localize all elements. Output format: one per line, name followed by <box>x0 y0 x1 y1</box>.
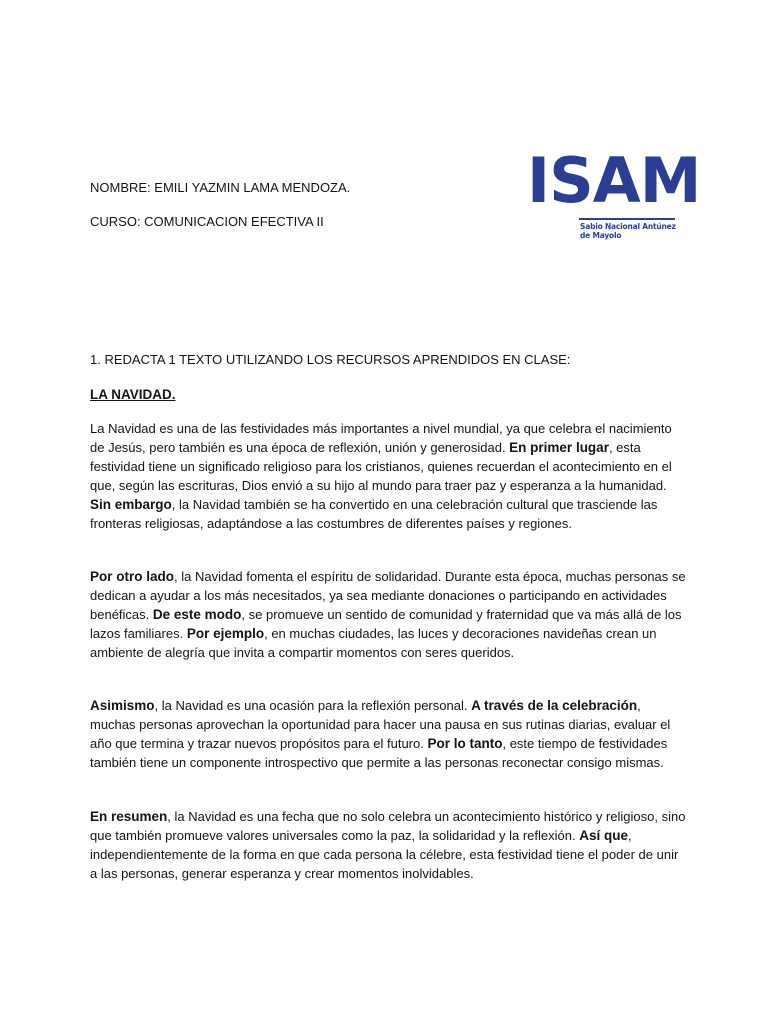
paragraph-text: , muchas personas aprovechan la oportunidad para hacer una pausa en sus rutinas diarias, evaluar el año que termina y trazar nuevos propósitos para el futuro. <box>90 698 671 751</box>
paragraph <box>90 696 686 772</box>
paragraph-text: , la Navidad también se ha convertido en una celebración cultural que trasciende las fronteras religiosas, adaptándose a las costumbres de diferentes países y regiones. <box>90 497 658 531</box>
connector-phrase: De este modo <box>152 607 242 622</box>
essay-title: LA NAVIDAD. <box>90 387 176 402</box>
paragraph-text: La Navidad es una de las festividades más importantes a nivel mundial, ya que celebra el nacimiento de Jesús, pero también es una época de reflexión, unión y generosidad. <box>90 421 672 455</box>
paragraph-text: , la Navidad es una fecha que no solo celebra un acontecimiento histórico y religioso, sino que también promueve valores universales como la paz, la solidaridad y la reflexión. <box>90 809 686 843</box>
paragraph <box>90 419 686 533</box>
paragraph-text: , la Navidad fomenta el espíritu de solidaridad. Durante esta época, muchas personas se dedican a ayudar a los más necesitados, ya sea mediante donaciones o participando en actividades benéficas. <box>90 569 686 622</box>
logo-wordmark: ISAM <box>527 144 701 217</box>
paragraph <box>90 807 686 883</box>
paragraph <box>90 567 686 662</box>
logo-subtitle-line2: de Mayolo <box>580 231 622 240</box>
connector-phrase: A través de la celebración <box>471 698 638 713</box>
connector-phrase: Sin embargo <box>90 497 172 512</box>
connector-phrase: Por otro lado <box>90 569 174 584</box>
connector-phrase: Asimismo <box>90 698 155 713</box>
isam-logo <box>527 144 701 250</box>
student-name: NOMBRE: EMILI YAZMIN LAMA MENDOZA. <box>90 180 351 195</box>
course-name: CURSO: COMUNICACION EFECTIVA II <box>90 214 324 229</box>
connector-phrase: En resumen <box>90 809 168 824</box>
paragraph-text: , la Navidad es una ocasión para la reflexión personal. <box>154 698 472 713</box>
logo-subtitle-line1: Sabio Nacional Antúnez <box>580 222 676 231</box>
assignment-instruction: 1. REDACTA 1 TEXTO UTILIZANDO LOS RECURSOS APRENDIDOS EN CLASE: <box>90 352 571 367</box>
paragraph-text: , en muchas ciudades, las luces y decoraciones navideñas crean un ambiente de alegría que invita a compartir momentos con seres queridos. <box>90 626 657 660</box>
paragraph-text: , esta festividad tiene un significado religioso para los cristianos, quienes recuerdan el acontecimiento en el que, según las escrituras, Dios envió a su hijo al mundo para traer paz y esperanza a la humanidad. <box>90 440 672 493</box>
paragraph-text: , independientemente de la forma en que cada persona la célebre, esta festividad tiene el poder de unir a las personas, generar esperanza y crear momentos inolvidables. <box>90 828 679 881</box>
paragraph-text: , se promueve un sentido de comunidad y fraternidad que va más allá de los lazos familiares. <box>90 607 682 641</box>
paragraph-text: , este tiempo de festividades también tiene un componente introspectivo que permite a las personas reconectar consigo mismas. <box>90 736 668 770</box>
connector-phrase: Por lo tanto <box>427 736 503 751</box>
connector-phrase: Por ejemplo <box>186 626 265 641</box>
logo-rule <box>579 218 675 220</box>
logo-subtitle <box>580 222 690 240</box>
connector-phrase: Así que <box>579 828 628 843</box>
connector-phrase: En primer lugar <box>509 440 609 455</box>
